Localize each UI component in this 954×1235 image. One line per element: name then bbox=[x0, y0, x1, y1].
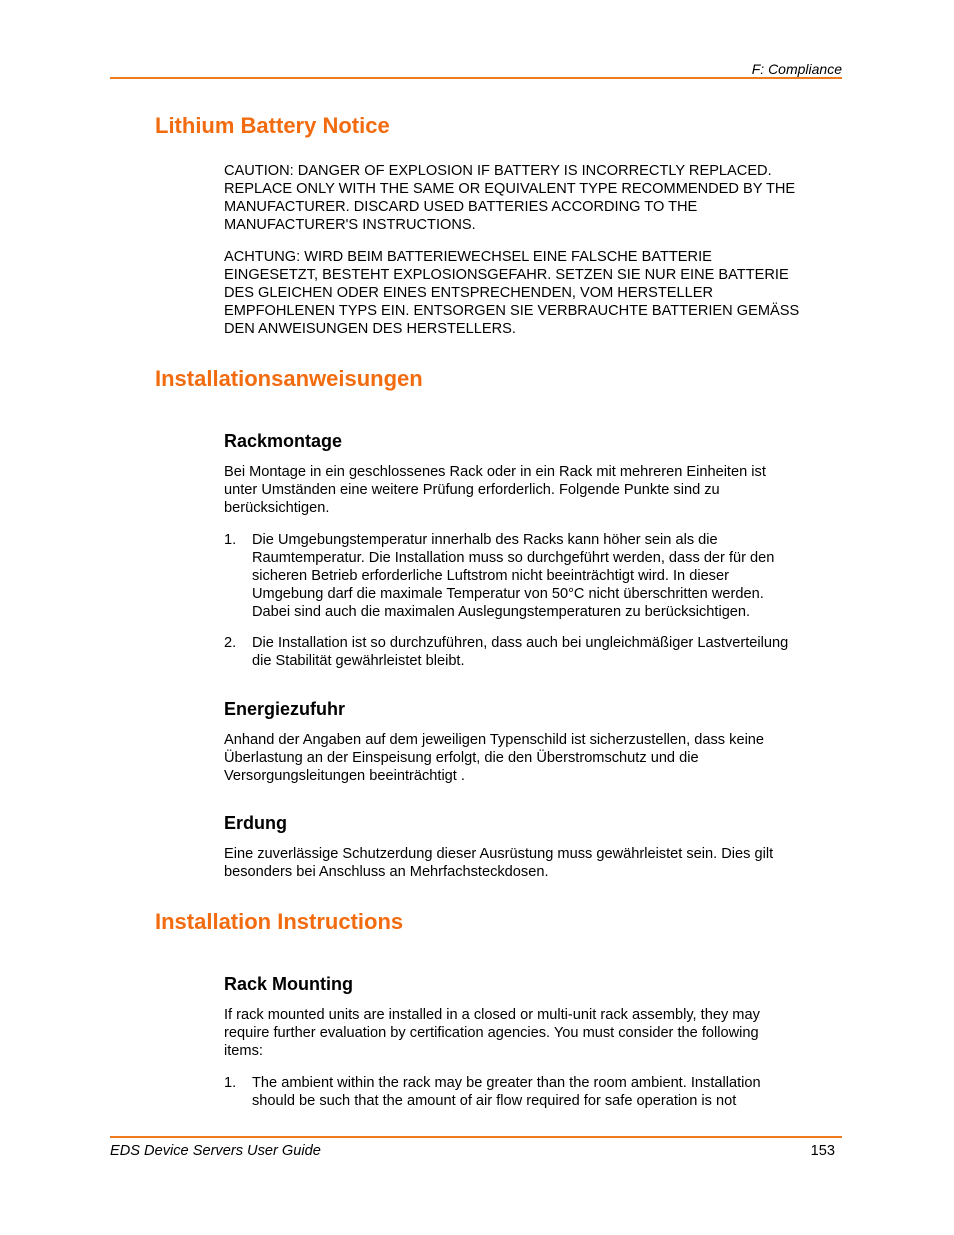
text-line: REPLACE ONLY WITH THE SAME OR EQUIVALENT TYPE RECOMMENDED BY THE bbox=[224, 181, 796, 197]
text-line: unter Umständen eine weitere Prüfung erforderlich. Folgende Punkte sind zu bbox=[224, 482, 720, 498]
rack-mounting-intro bbox=[224, 1006, 844, 1060]
installation-instructions-heading: Installation Instructions bbox=[155, 909, 404, 934]
list-number: 1. bbox=[224, 1075, 237, 1091]
page-number: 153 bbox=[810, 1143, 835, 1159]
text-line: Bei Montage in ein geschlossenes Rack oder in ein Rack mit mehreren Einheiten ist bbox=[224, 464, 766, 480]
text-line: Raumtemperatur. Die Installation muss so durchgeführt werden, dass der für den bbox=[252, 550, 775, 566]
text-line: MANUFACTURER'S INSTRUCTIONS. bbox=[224, 217, 476, 233]
text-line: If rack mounted units are installed in a closed or multi-unit rack assembly, they may bbox=[224, 1007, 760, 1023]
list-item-text bbox=[252, 634, 844, 670]
list-number: 1. bbox=[224, 532, 237, 548]
caution-paragraph bbox=[224, 162, 844, 234]
text-line: ACHTUNG: WIRD BEIM BATTERIEWECHSEL EINE FALSCHE BATTERIE bbox=[224, 249, 712, 265]
text-line: Die Umgebungstemperatur innerhalb des Racks kann höher sein als die bbox=[252, 532, 718, 548]
text-line: should be such that the amount of air flow required for safe operation is not bbox=[252, 1093, 737, 1109]
erdung-paragraph bbox=[224, 845, 844, 881]
list-item-text bbox=[252, 531, 844, 621]
text-line: Anhand der Angaben auf dem jeweiligen Typenschild ist sicherzustellen, dass keine bbox=[224, 732, 765, 748]
text-line: EMPFOHLENEN TYPS EIN. ENTSORGEN SIE VERBRAUCHTE BATTERIEN GEMÄSS bbox=[224, 303, 800, 319]
text-line: Versorgungsleitungen beeinträchtigt . bbox=[224, 768, 465, 784]
text-line: Umgebung darf die maximale Temperatur von 50°C nicht überschritten werden. bbox=[252, 586, 764, 602]
list-item-text bbox=[252, 1074, 844, 1110]
rack-mounting-heading: Rack Mounting bbox=[224, 974, 353, 994]
footer-rule bbox=[110, 1136, 842, 1138]
text-line: DEN ANWEISUNGEN DES HERSTELLERS. bbox=[224, 321, 516, 337]
header-rule bbox=[110, 77, 842, 79]
text-line: The ambient within the rack may be greater than the room ambient. Installation bbox=[252, 1075, 761, 1091]
footer-guide-title: EDS Device Servers User Guide bbox=[110, 1143, 321, 1159]
text-line: besonders bei Anschluss an Mehrfachsteckdosen. bbox=[224, 864, 549, 880]
installationsanweisungen-heading: Installationsanweisungen bbox=[155, 366, 423, 391]
rackmontage-heading: Rackmontage bbox=[224, 431, 343, 451]
energiezufuhr-heading: Energiezufuhr bbox=[224, 699, 346, 719]
text-line: MANUFACTURER. DISCARD USED BATTERIES ACCORDING TO THE bbox=[224, 199, 698, 215]
achtung-paragraph bbox=[224, 248, 844, 338]
text-line: Eine zuverlässige Schutzerdung dieser Ausrüstung muss gewährleistet sein. Dies gilt bbox=[224, 846, 774, 862]
text-line: CAUTION: DANGER OF EXPLOSION IF BATTERY IS INCORRECTLY REPLACED. bbox=[224, 163, 772, 179]
text-line: Die Installation ist so durchzuführen, dass auch bei ungleichmäßiger Lastverteilung bbox=[252, 635, 789, 651]
erdung-heading: Erdung bbox=[224, 813, 287, 833]
text-line: Dabei sind auch die maximalen Auslegungstemperaturen zu berücksichtigen. bbox=[252, 604, 751, 620]
lithium-battery-heading: Lithium Battery Notice bbox=[155, 113, 390, 138]
text-line: die Stabilität gewährleistet bleibt. bbox=[252, 653, 465, 669]
text-line: require further evaluation by certification agencies. You must consider the following bbox=[224, 1025, 759, 1041]
rackmontage-intro bbox=[224, 463, 844, 517]
text-line: sicheren Betrieb erforderliche Luftstrom nicht beeinträchtigt wird. In dieser bbox=[252, 568, 729, 584]
text-line: DES GLEICHEN ODER EINES ENTSPRECHENDEN, VOM HERSTELLER bbox=[224, 285, 713, 301]
energiezufuhr-paragraph bbox=[224, 731, 844, 785]
text-line: Überlastung an der Einspeisung erfolgt, die den Überstromschutz und die bbox=[224, 750, 699, 766]
text-line: berücksichtigen. bbox=[224, 500, 330, 516]
running-header: F: Compliance bbox=[751, 61, 842, 77]
list-number: 2. bbox=[224, 635, 237, 651]
text-line: EINGESETZT, BESTEHT EXPLOSIONSGEFAHR. SETZEN SIE NUR EINE BATTERIE bbox=[224, 267, 789, 283]
text-line: items: bbox=[224, 1043, 263, 1059]
